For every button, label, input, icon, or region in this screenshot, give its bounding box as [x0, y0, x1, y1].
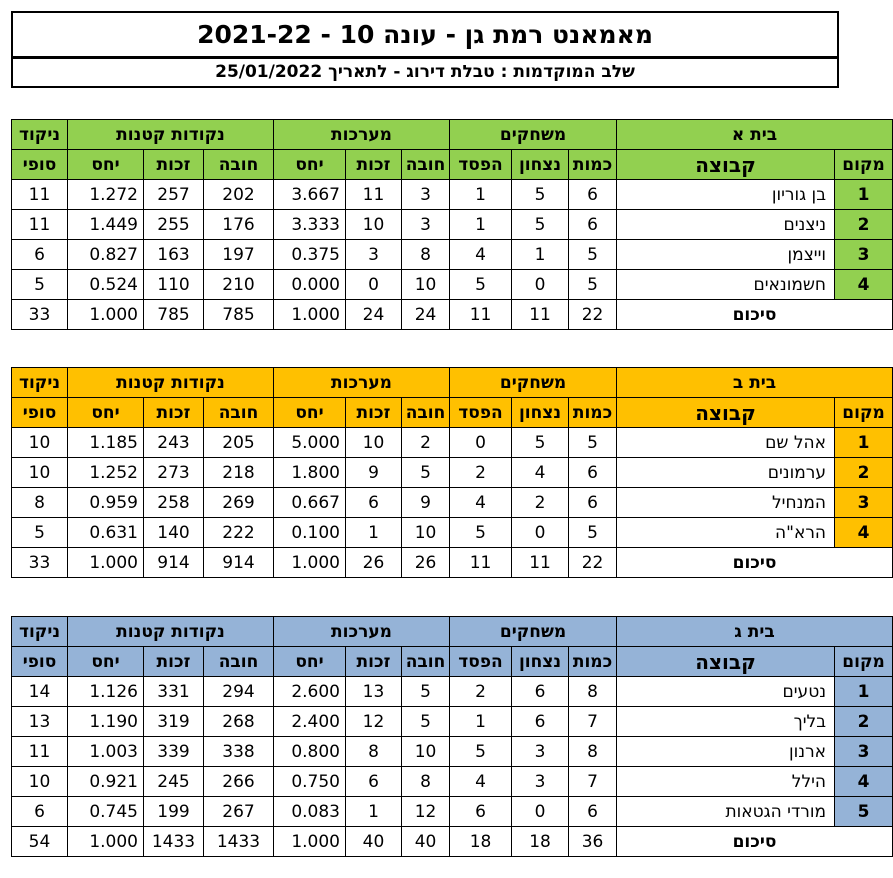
- cell-sp-for: 319: [144, 707, 204, 737]
- total-row: [12, 548, 893, 578]
- cell-rank: 4: [835, 767, 893, 797]
- cell-s-against: 10: [402, 270, 450, 300]
- cell-s-ratio: 0.750: [274, 767, 346, 797]
- group-header-row: [12, 120, 893, 150]
- cell-s-ratio: 5.000: [274, 428, 346, 458]
- cell-pts: 13: [12, 707, 68, 737]
- column-header: נצחון: [512, 398, 569, 428]
- cell-wins: 4: [512, 458, 569, 488]
- cell-pts: 6: [12, 797, 68, 827]
- group-subheader-row: [12, 647, 893, 677]
- cell-wins: 0: [512, 270, 569, 300]
- group-header-row: [12, 617, 893, 647]
- header-sets: מערכות: [274, 368, 450, 398]
- cell-team: בן גוריון: [617, 180, 835, 210]
- total-sp-ratio: 1.000: [68, 300, 144, 330]
- table-row: [12, 270, 893, 300]
- cell-s-for: 1: [346, 518, 402, 548]
- column-header-team: קבוצה: [617, 647, 835, 677]
- page-subtitle: שלב המוקדמות : טבלת דירוג - לתאריך 25/01/2022: [11, 57, 839, 88]
- cell-wins: 6: [512, 677, 569, 707]
- cell-sp-against: 294: [204, 677, 274, 707]
- total-s-against: 24: [402, 300, 450, 330]
- cell-sp-for: 255: [144, 210, 204, 240]
- cell-s-for: 10: [346, 210, 402, 240]
- cell-sp-ratio: 0.524: [68, 270, 144, 300]
- cell-sp-ratio: 1.190: [68, 707, 144, 737]
- total-label: סיכום: [617, 827, 893, 857]
- total-wins: 11: [512, 300, 569, 330]
- cell-rank: 4: [835, 518, 893, 548]
- cell-s-against: 2: [402, 428, 450, 458]
- column-header: סופי: [12, 647, 68, 677]
- cell-s-ratio: 0.000: [274, 270, 346, 300]
- cell-sp-for: 243: [144, 428, 204, 458]
- group-subheader-row: [12, 398, 893, 428]
- column-header: נצחון: [512, 150, 569, 180]
- column-header-rank: מקום: [835, 398, 893, 428]
- column-header: חובה: [402, 647, 450, 677]
- column-header: יחס: [68, 398, 144, 428]
- total-row: [12, 827, 893, 857]
- column-header: יחס: [274, 150, 346, 180]
- cell-s-ratio: 0.100: [274, 518, 346, 548]
- cell-count: 6: [569, 488, 617, 518]
- cell-sp-against: 222: [204, 518, 274, 548]
- total-s-against: 26: [402, 548, 450, 578]
- header-games: משחקים: [450, 368, 617, 398]
- cell-wins: 2: [512, 488, 569, 518]
- cell-sp-for: 199: [144, 797, 204, 827]
- cell-s-against: 10: [402, 518, 450, 548]
- cell-s-for: 6: [346, 488, 402, 518]
- cell-sp-ratio: 0.921: [68, 767, 144, 797]
- column-header: זכות: [144, 647, 204, 677]
- cell-s-ratio: 0.083: [274, 797, 346, 827]
- cell-team: ניצנים: [617, 210, 835, 240]
- column-header-rank: מקום: [835, 647, 893, 677]
- cell-rank: 2: [835, 707, 893, 737]
- header-games: משחקים: [450, 120, 617, 150]
- total-losses: 11: [450, 548, 512, 578]
- total-count: 22: [569, 548, 617, 578]
- cell-rank: 1: [835, 428, 893, 458]
- cell-sp-against: 202: [204, 180, 274, 210]
- cell-count: 5: [569, 270, 617, 300]
- cell-pts: 8: [12, 488, 68, 518]
- total-pts: 54: [12, 827, 68, 857]
- column-header: יחס: [68, 647, 144, 677]
- column-header: כמות: [569, 398, 617, 428]
- cell-wins: 5: [512, 210, 569, 240]
- cell-s-ratio: 0.375: [274, 240, 346, 270]
- column-header-team: קבוצה: [617, 150, 835, 180]
- total-s-ratio: 1.000: [274, 548, 346, 578]
- cell-team: הילל: [617, 767, 835, 797]
- total-count: 22: [569, 300, 617, 330]
- column-header: יחס: [274, 647, 346, 677]
- cell-wins: 3: [512, 737, 569, 767]
- cell-sp-for: 110: [144, 270, 204, 300]
- cell-sp-ratio: 1.126: [68, 677, 144, 707]
- group-table: [11, 119, 893, 330]
- column-header: נצחון: [512, 647, 569, 677]
- header-sets: מערכות: [274, 120, 450, 150]
- cell-sp-for: 273: [144, 458, 204, 488]
- total-losses: 11: [450, 300, 512, 330]
- cell-sp-for: 331: [144, 677, 204, 707]
- cell-sp-ratio: 0.827: [68, 240, 144, 270]
- cell-s-against: 8: [402, 240, 450, 270]
- cell-sp-against: 210: [204, 270, 274, 300]
- group-name: בית א: [617, 120, 893, 150]
- cell-pts: 5: [12, 518, 68, 548]
- cell-losses: 5: [450, 737, 512, 767]
- cell-sp-for: 258: [144, 488, 204, 518]
- column-header: זכות: [346, 647, 402, 677]
- cell-wins: 5: [512, 180, 569, 210]
- cell-sp-for: 163: [144, 240, 204, 270]
- cell-losses: 4: [450, 767, 512, 797]
- group-name: בית ג: [617, 617, 893, 647]
- cell-count: 6: [569, 210, 617, 240]
- cell-s-against: 5: [402, 677, 450, 707]
- column-header: זכות: [144, 398, 204, 428]
- cell-s-for: 13: [346, 677, 402, 707]
- cell-rank: 3: [835, 488, 893, 518]
- cell-s-ratio: 0.800: [274, 737, 346, 767]
- cell-count: 7: [569, 767, 617, 797]
- group-table: [11, 367, 893, 578]
- column-header: זכות: [346, 150, 402, 180]
- cell-s-against: 5: [402, 707, 450, 737]
- table-row: [12, 707, 893, 737]
- group-subheader-row: [12, 150, 893, 180]
- total-pts: 33: [12, 300, 68, 330]
- cell-s-against: 8: [402, 767, 450, 797]
- cell-losses: 2: [450, 458, 512, 488]
- cell-count: 5: [569, 518, 617, 548]
- cell-team: ארנון: [617, 737, 835, 767]
- total-count: 36: [569, 827, 617, 857]
- header-games: משחקים: [450, 617, 617, 647]
- cell-wins: 0: [512, 518, 569, 548]
- cell-sp-ratio: 1.003: [68, 737, 144, 767]
- total-s-ratio: 1.000: [274, 827, 346, 857]
- cell-sp-ratio: 1.272: [68, 180, 144, 210]
- total-sp-against: 785: [204, 300, 274, 330]
- table-row: [12, 210, 893, 240]
- column-header: כמות: [569, 647, 617, 677]
- cell-s-for: 6: [346, 767, 402, 797]
- cell-losses: 0: [450, 428, 512, 458]
- table-row: [12, 458, 893, 488]
- cell-sp-ratio: 0.631: [68, 518, 144, 548]
- header-small-points: נקודות קטנות: [68, 120, 274, 150]
- cell-rank: 5: [835, 797, 893, 827]
- cell-s-ratio: 1.800: [274, 458, 346, 488]
- cell-losses: 1: [450, 210, 512, 240]
- column-header: הפסד: [450, 647, 512, 677]
- cell-count: 8: [569, 677, 617, 707]
- cell-sp-for: 339: [144, 737, 204, 767]
- cell-pts: 10: [12, 428, 68, 458]
- cell-s-for: 11: [346, 180, 402, 210]
- cell-wins: 6: [512, 707, 569, 737]
- cell-team: הרא"ה: [617, 518, 835, 548]
- cell-sp-ratio: 1.185: [68, 428, 144, 458]
- cell-s-against: 5: [402, 458, 450, 488]
- cell-s-against: 12: [402, 797, 450, 827]
- cell-sp-against: 268: [204, 707, 274, 737]
- cell-rank: 2: [835, 210, 893, 240]
- total-s-for: 40: [346, 827, 402, 857]
- cell-sp-against: 205: [204, 428, 274, 458]
- cell-count: 6: [569, 458, 617, 488]
- cell-s-ratio: 0.667: [274, 488, 346, 518]
- cell-pts: 6: [12, 240, 68, 270]
- cell-sp-against: 338: [204, 737, 274, 767]
- group-table: [11, 616, 893, 857]
- cell-sp-ratio: 0.745: [68, 797, 144, 827]
- total-sp-against: 914: [204, 548, 274, 578]
- cell-losses: 1: [450, 180, 512, 210]
- total-sp-for: 914: [144, 548, 204, 578]
- group-name: בית ב: [617, 368, 893, 398]
- total-wins: 18: [512, 827, 569, 857]
- column-header: סופי: [12, 150, 68, 180]
- table-row: [12, 240, 893, 270]
- cell-pts: 11: [12, 737, 68, 767]
- cell-count: 8: [569, 737, 617, 767]
- cell-losses: 5: [450, 270, 512, 300]
- page-title: מאמאנט רמת גן - עונה 10 - 2021-22: [11, 11, 839, 58]
- column-header-team: קבוצה: [617, 398, 835, 428]
- total-s-for: 26: [346, 548, 402, 578]
- cell-s-ratio: 2.400: [274, 707, 346, 737]
- cell-count: 5: [569, 428, 617, 458]
- header-points: ניקוד: [12, 617, 68, 647]
- cell-s-against: 10: [402, 737, 450, 767]
- column-header: הפסד: [450, 398, 512, 428]
- column-header: סופי: [12, 398, 68, 428]
- cell-pts: 11: [12, 180, 68, 210]
- column-header: זכות: [346, 398, 402, 428]
- cell-s-for: 3: [346, 240, 402, 270]
- cell-losses: 4: [450, 240, 512, 270]
- cell-sp-against: 266: [204, 767, 274, 797]
- table-row: [12, 797, 893, 827]
- cell-team: וייצמן: [617, 240, 835, 270]
- column-header: יחס: [274, 398, 346, 428]
- total-sp-for: 785: [144, 300, 204, 330]
- cell-wins: 1: [512, 240, 569, 270]
- cell-sp-for: 140: [144, 518, 204, 548]
- table-row: [12, 737, 893, 767]
- cell-sp-against: 218: [204, 458, 274, 488]
- cell-losses: 2: [450, 677, 512, 707]
- cell-rank: 4: [835, 270, 893, 300]
- cell-losses: 5: [450, 518, 512, 548]
- cell-losses: 6: [450, 797, 512, 827]
- column-header: חובה: [204, 647, 274, 677]
- group-header-row: [12, 368, 893, 398]
- header-small-points: נקודות קטנות: [68, 617, 274, 647]
- cell-count: 7: [569, 707, 617, 737]
- cell-sp-against: 197: [204, 240, 274, 270]
- cell-s-ratio: 2.600: [274, 677, 346, 707]
- column-header: חובה: [204, 150, 274, 180]
- cell-s-ratio: 3.667: [274, 180, 346, 210]
- cell-wins: 3: [512, 767, 569, 797]
- cell-sp-against: 269: [204, 488, 274, 518]
- cell-rank: 2: [835, 458, 893, 488]
- total-losses: 18: [450, 827, 512, 857]
- total-s-for: 24: [346, 300, 402, 330]
- table-row: [12, 488, 893, 518]
- cell-team: המנחיל: [617, 488, 835, 518]
- header-points: ניקוד: [12, 120, 68, 150]
- header-points: ניקוד: [12, 368, 68, 398]
- column-header: חובה: [402, 398, 450, 428]
- table-row: [12, 767, 893, 797]
- cell-sp-against: 176: [204, 210, 274, 240]
- cell-s-for: 0: [346, 270, 402, 300]
- cell-s-for: 1: [346, 797, 402, 827]
- cell-s-for: 12: [346, 707, 402, 737]
- total-s-against: 40: [402, 827, 450, 857]
- cell-s-against: 3: [402, 180, 450, 210]
- column-header-rank: מקום: [835, 150, 893, 180]
- total-label: סיכום: [617, 548, 893, 578]
- cell-rank: 3: [835, 240, 893, 270]
- cell-wins: 5: [512, 428, 569, 458]
- total-sp-ratio: 1.000: [68, 827, 144, 857]
- table-row: [12, 180, 893, 210]
- cell-sp-against: 267: [204, 797, 274, 827]
- cell-team: חשמונאים: [617, 270, 835, 300]
- cell-losses: 1: [450, 707, 512, 737]
- cell-team: ערמונים: [617, 458, 835, 488]
- cell-rank: 1: [835, 180, 893, 210]
- total-pts: 33: [12, 548, 68, 578]
- cell-sp-ratio: 1.252: [68, 458, 144, 488]
- cell-sp-ratio: 0.959: [68, 488, 144, 518]
- column-header: זכות: [144, 150, 204, 180]
- cell-pts: 5: [12, 270, 68, 300]
- table-row: [12, 428, 893, 458]
- total-label: סיכום: [617, 300, 893, 330]
- table-row: [12, 677, 893, 707]
- cell-count: 6: [569, 180, 617, 210]
- column-header: חובה: [204, 398, 274, 428]
- total-sp-against: 1433: [204, 827, 274, 857]
- cell-s-for: 9: [346, 458, 402, 488]
- header-sets: מערכות: [274, 617, 450, 647]
- total-wins: 11: [512, 548, 569, 578]
- column-header: חובה: [402, 150, 450, 180]
- cell-team: בליך: [617, 707, 835, 737]
- total-s-ratio: 1.000: [274, 300, 346, 330]
- column-header: יחס: [68, 150, 144, 180]
- cell-wins: 0: [512, 797, 569, 827]
- cell-pts: 10: [12, 458, 68, 488]
- cell-team: מורדי הגטאות: [617, 797, 835, 827]
- cell-rank: 3: [835, 737, 893, 767]
- cell-losses: 4: [450, 488, 512, 518]
- total-row: [12, 300, 893, 330]
- cell-count: 5: [569, 240, 617, 270]
- cell-s-against: 3: [402, 210, 450, 240]
- total-sp-ratio: 1.000: [68, 548, 144, 578]
- cell-team: נטעים: [617, 677, 835, 707]
- cell-pts: 14: [12, 677, 68, 707]
- total-sp-for: 1433: [144, 827, 204, 857]
- cell-sp-ratio: 1.449: [68, 210, 144, 240]
- column-header: כמות: [569, 150, 617, 180]
- cell-s-for: 8: [346, 737, 402, 767]
- cell-s-for: 10: [346, 428, 402, 458]
- header-small-points: נקודות קטנות: [68, 368, 274, 398]
- cell-s-ratio: 3.333: [274, 210, 346, 240]
- cell-team: אהל שם: [617, 428, 835, 458]
- cell-rank: 1: [835, 677, 893, 707]
- cell-count: 6: [569, 797, 617, 827]
- column-header: הפסד: [450, 150, 512, 180]
- cell-sp-for: 257: [144, 180, 204, 210]
- cell-s-against: 9: [402, 488, 450, 518]
- cell-pts: 11: [12, 210, 68, 240]
- table-row: [12, 518, 893, 548]
- cell-pts: 10: [12, 767, 68, 797]
- cell-sp-for: 245: [144, 767, 204, 797]
